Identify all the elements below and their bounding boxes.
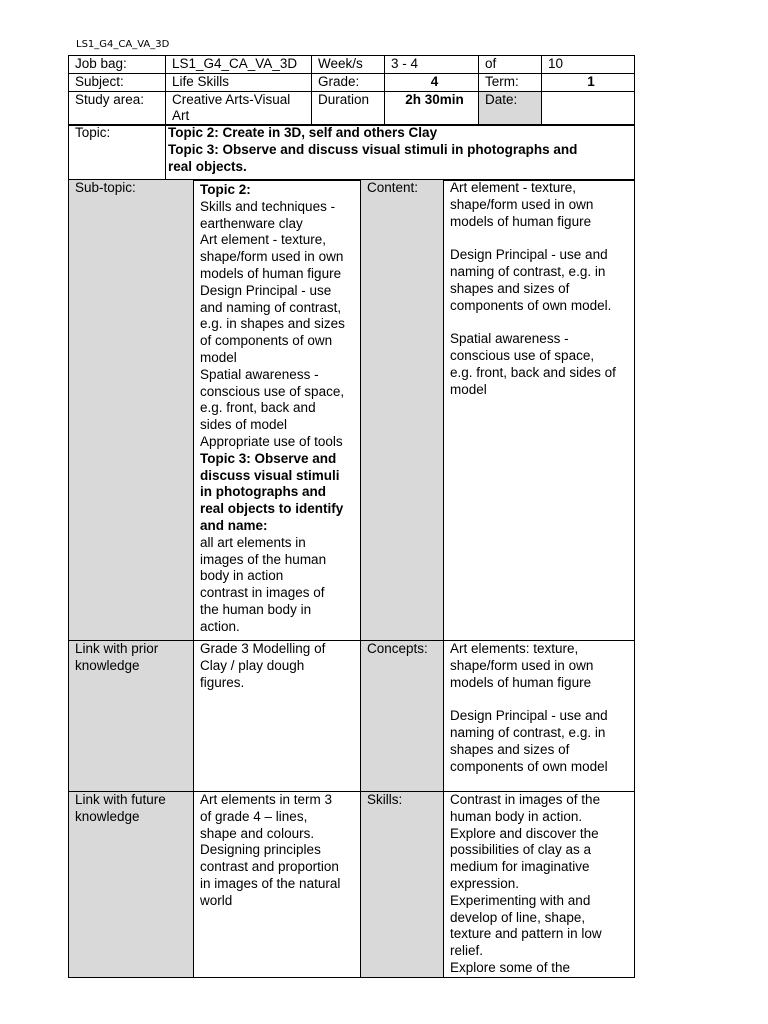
blank-line (450, 314, 634, 331)
text-line: shape and colours. (200, 825, 315, 841)
study-area-value (166, 91, 312, 126)
topic-label: Topic: (69, 125, 166, 181)
text-line: texture and pattern in low (450, 926, 602, 942)
header-row-jobbag (69, 56, 635, 74)
text-line: components of own model (450, 758, 608, 774)
text-line: images of the human (200, 551, 327, 567)
subtopic-heading-2: Topic 2: (200, 182, 251, 197)
prior-knowledge-cell (194, 641, 361, 792)
duration-value: 2h 30min (385, 91, 479, 126)
text-line: world (200, 892, 233, 908)
text-line: Spatial awareness - (450, 331, 569, 347)
future-knowledge-label (69, 792, 194, 978)
date-value (542, 91, 635, 126)
blank-line (450, 230, 634, 247)
text-line: all art elements in (200, 534, 306, 550)
header-row-subject (69, 73, 635, 91)
subject-label: Subject: (69, 73, 166, 91)
main-table (68, 179, 635, 978)
topic-line-2: Topic 3: Observe and discuss visual stimuli in photographs and (168, 141, 578, 157)
text-line: discuss visual stimuli (200, 467, 340, 483)
grade-value: 4 (385, 73, 479, 91)
text-line: action. (200, 618, 240, 634)
prior-knowledge-label (69, 641, 194, 792)
skills-cell (444, 792, 635, 978)
text-line: conscious use of space, (200, 383, 345, 399)
header-table (68, 55, 635, 126)
subtopic-body-2 (200, 199, 360, 451)
weeks-value: 3 - 4 (385, 56, 479, 74)
text-line: naming of contrast, e.g. in (450, 724, 606, 740)
text-line: real objects to identify (200, 501, 344, 517)
text-line: shape/form used in own (450, 657, 594, 673)
document-code: LS1_G4_CA_VA_3D (76, 39, 170, 50)
text-line: Link with prior (75, 641, 159, 656)
job-bag-value: LS1_G4_CA_VA_3D (166, 56, 312, 74)
text-line: Art element - texture, (450, 180, 577, 195)
subtopic-heading-3 (200, 451, 360, 535)
date-label: Date: (479, 91, 542, 126)
text-line: e.g. front, back and sides of (450, 364, 616, 380)
weeks-label: Week/s (312, 56, 385, 74)
topic-line-3: real objects. (168, 158, 247, 174)
text-line: models of human figure (450, 674, 592, 690)
text-line: conscious use of space, (450, 347, 595, 363)
study-area-line1: Creative Arts-Visual (172, 91, 291, 107)
study-area-label: Study area: (69, 91, 166, 126)
content-cell (444, 180, 635, 641)
text-line: e.g. in shapes and sizes (200, 316, 345, 332)
text-line: relief. (450, 943, 484, 959)
job-bag-label: Job bag: (69, 56, 166, 74)
text-line: in photographs and (200, 484, 326, 500)
future-knowledge-cell (194, 792, 361, 978)
text-line: components of own model. (450, 297, 612, 313)
text-line: Contrast in images of the (450, 792, 601, 807)
text-line: Explore some of the (450, 959, 571, 975)
grade-label: Grade: (312, 73, 385, 91)
text-line: Design Principal - use and (450, 247, 608, 263)
of-label: of (479, 56, 542, 74)
text-line: Art elements: texture, (450, 641, 579, 656)
text-line: the human body in (200, 601, 312, 617)
text-line: Skills and techniques - (200, 198, 336, 214)
subtopic-label: Sub-topic: (69, 180, 194, 641)
term-label: Term: (479, 73, 542, 91)
text-line: body in action (200, 568, 284, 584)
future-knowledge-row (69, 792, 635, 978)
text-line: shape/form used in own (200, 249, 344, 265)
text-line: Designing principles (200, 842, 321, 858)
concepts-cell (444, 641, 635, 792)
text-line: Art elements in term 3 (200, 792, 333, 807)
text-line: medium for imaginative (450, 859, 590, 875)
text-line: Design Principal - use and (450, 708, 608, 724)
text-line: human body in action. (450, 808, 583, 824)
text-line: shape/form used in own (450, 196, 594, 212)
text-line: Experimenting with and (450, 892, 591, 908)
text-line: knowledge (75, 808, 140, 824)
text-line: Design Principal - use (200, 282, 332, 298)
text-line: Clay / play dough (200, 657, 305, 673)
text-line: of components of own (200, 333, 333, 349)
subtopic-body-3 (200, 535, 360, 636)
text-line: in images of the natural (200, 875, 341, 891)
blank-line (450, 691, 634, 708)
text-line: Grade 3 Modelling of (200, 641, 326, 656)
topic-text (166, 125, 635, 181)
text-line: models of human figure (450, 213, 592, 229)
header-row-study (69, 91, 635, 126)
text-line: Art element - texture, (200, 232, 327, 248)
text-line: shapes and sizes of (450, 280, 570, 296)
subtopic-row (69, 180, 635, 641)
text-line: e.g. front, back and (200, 400, 316, 416)
text-line: models of human figure (200, 265, 342, 281)
term-value: 1 (542, 73, 635, 91)
text-line: Topic 3: Observe and (200, 450, 337, 466)
text-line: of grade 4 – lines, (200, 808, 308, 824)
topic-line-1: Topic 2: Create in 3D, self and others Clay (168, 125, 438, 140)
topic-row (69, 125, 635, 181)
prior-knowledge-row (69, 641, 635, 792)
text-line: expression. (450, 875, 520, 891)
duration-label: Duration (312, 91, 385, 126)
text-line: contrast in images of (200, 585, 325, 601)
of-value: 10 (542, 56, 635, 74)
text-line: shapes and sizes of (450, 741, 570, 757)
text-line: earthenware clay (200, 215, 303, 231)
content-label: Content: (361, 180, 444, 641)
skills-label: Skills: (361, 792, 444, 978)
study-area-line2: Art (172, 108, 190, 124)
text-line: figures. (200, 674, 245, 690)
text-line: Spatial awareness - (200, 366, 319, 382)
text-line: model (200, 349, 237, 365)
subject-value: Life Skills (166, 73, 312, 91)
text-line: model (450, 381, 487, 397)
text-line: contrast and proportion (200, 859, 339, 875)
text-line: knowledge (75, 657, 140, 673)
subtopic-cell (194, 180, 361, 641)
text-line: and naming of contrast, (200, 299, 342, 315)
text-line: naming of contrast, e.g. in (450, 263, 606, 279)
topic-table (68, 124, 635, 181)
text-line: and name: (200, 517, 268, 533)
text-line: sides of model (200, 417, 288, 433)
text-line: Explore and discover the (450, 825, 599, 841)
text-line: develop of line, shape, (450, 909, 586, 925)
text-line: Link with future (75, 792, 166, 807)
text-line: Appropriate use of tools (200, 433, 343, 449)
concepts-label: Concepts: (361, 641, 444, 792)
text-line: possibilities of clay as a (450, 842, 592, 858)
